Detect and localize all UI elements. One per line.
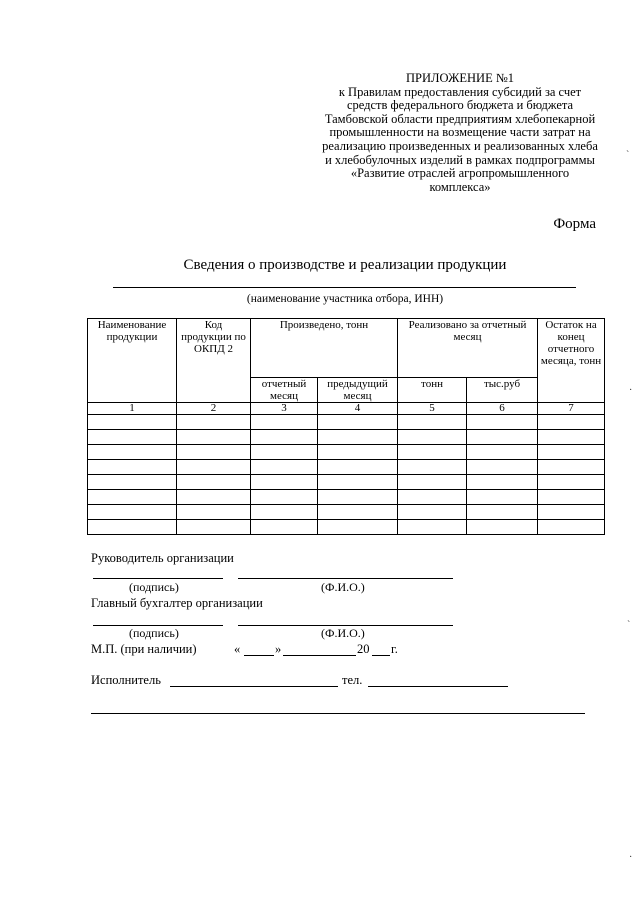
header-product-code: Код продукции по ОКПД 2	[177, 319, 251, 403]
table-cell[interactable]	[467, 430, 538, 445]
margin-mark: ·	[629, 385, 633, 396]
annex-line: Тамбовской области предприятиям хлебопекарной	[324, 111, 596, 126]
table-cell[interactable]	[398, 430, 467, 445]
table-cell[interactable]	[398, 415, 467, 430]
table-cell[interactable]	[251, 460, 318, 475]
table-row	[88, 475, 605, 490]
annex-line: средств федерального бюджета и бюджета	[346, 98, 574, 113]
margin-mark: ·	[629, 852, 633, 863]
executor-label: Исполнитель	[91, 673, 161, 687]
table-cell[interactable]	[177, 475, 251, 490]
table-cell[interactable]	[88, 415, 177, 430]
table-cell[interactable]	[88, 445, 177, 460]
head-label: Руководитель организации	[91, 551, 234, 565]
participant-name-line[interactable]	[113, 287, 576, 288]
table-cell[interactable]	[318, 415, 398, 430]
header-sold: Реализовано за отчетный месяц	[398, 319, 538, 378]
table-cell[interactable]	[538, 460, 605, 475]
table-cell[interactable]	[88, 520, 177, 535]
accountant-fio-caption: (Ф.И.О.)	[321, 626, 365, 640]
table-cell[interactable]	[177, 520, 251, 535]
table-cell[interactable]	[88, 475, 177, 490]
table-cell[interactable]	[538, 505, 605, 520]
annex-line: и хлебобулочных изделий в рамках подпрограммы	[325, 152, 595, 167]
annex-title: ПРИЛОЖЕНИЕ №1	[405, 71, 515, 85]
table-row	[88, 505, 605, 520]
annex-line: «Развитие отраслей агропромышленного	[350, 166, 570, 181]
table-cell[interactable]	[467, 490, 538, 505]
date-year-line[interactable]	[372, 655, 390, 656]
table-cell[interactable]	[88, 430, 177, 445]
table-row	[88, 460, 605, 475]
table-cell[interactable]	[318, 475, 398, 490]
header-sold-tons: тонн	[398, 378, 467, 403]
table-row	[88, 490, 605, 505]
column-numbers-row	[88, 403, 605, 415]
bottom-line	[91, 713, 585, 714]
table-cell[interactable]	[177, 430, 251, 445]
head-fio-caption: (Ф.И.О.)	[321, 580, 365, 594]
table-cell[interactable]	[467, 475, 538, 490]
table-cell[interactable]	[177, 460, 251, 475]
form-label: Форма	[553, 216, 596, 232]
table-cell[interactable]	[467, 460, 538, 475]
phone-label: тел.	[342, 673, 363, 687]
column-number: 2	[177, 403, 251, 415]
date-month-line[interactable]	[283, 655, 356, 656]
header-product-name: Наименование продукции	[88, 319, 177, 403]
table-cell[interactable]	[251, 445, 318, 460]
table-cell[interactable]	[398, 520, 467, 535]
participant-caption: (наименование участника отбора, ИНН)	[246, 293, 444, 305]
phone-line[interactable]	[368, 686, 508, 687]
table-cell[interactable]	[251, 505, 318, 520]
production-table	[87, 318, 605, 535]
table-cell[interactable]	[398, 490, 467, 505]
table-cell[interactable]	[177, 505, 251, 520]
column-number: 7	[538, 403, 605, 415]
table-row	[88, 430, 605, 445]
column-number: 5	[398, 403, 467, 415]
table-cell[interactable]	[467, 520, 538, 535]
table-cell[interactable]	[318, 445, 398, 460]
margin-mark: `	[627, 620, 631, 631]
table-cell[interactable]	[251, 475, 318, 490]
table-cell[interactable]	[538, 415, 605, 430]
date-year-prefix: 20	[357, 642, 370, 656]
stamp-label: М.П. (при наличии)	[91, 642, 197, 656]
header-sold-rub: тыс.руб	[467, 378, 538, 403]
table-cell[interactable]	[177, 415, 251, 430]
table-cell[interactable]	[88, 490, 177, 505]
table-cell[interactable]	[467, 505, 538, 520]
table-cell[interactable]	[318, 430, 398, 445]
date-quote-close: »	[275, 642, 282, 656]
page-title: Сведения о производстве и реализации продукции	[183, 257, 507, 273]
annex-line: к Правилам предоставления субсидий за счет	[338, 84, 582, 99]
table-cell[interactable]	[398, 505, 467, 520]
header-produced: Произведено, тонн	[251, 319, 398, 378]
table-cell[interactable]	[318, 520, 398, 535]
annex-header	[300, 72, 620, 194]
head-fio-line[interactable]	[238, 578, 453, 579]
table-cell[interactable]	[318, 490, 398, 505]
table-cell[interactable]	[398, 445, 467, 460]
header-produced-previous: предыдущий месяц	[318, 378, 398, 403]
table-cell[interactable]	[467, 415, 538, 430]
date-day-line[interactable]	[244, 655, 274, 656]
table-cell[interactable]	[251, 490, 318, 505]
table-cell[interactable]	[251, 520, 318, 535]
table-cell[interactable]	[177, 490, 251, 505]
table-row	[88, 445, 605, 460]
head-signature-caption: (подпись)	[129, 580, 179, 594]
table-cell[interactable]	[88, 505, 177, 520]
table-cell[interactable]	[318, 460, 398, 475]
annex-line: комплекса»	[429, 179, 491, 194]
table-cell[interactable]	[467, 445, 538, 460]
executor-line[interactable]	[170, 686, 338, 687]
accountant-signature-caption: (подпись)	[129, 626, 179, 640]
table-cell[interactable]	[538, 430, 605, 445]
table-cell[interactable]	[251, 415, 318, 430]
accountant-label: Главный бухгалтер организации	[91, 596, 263, 610]
annex-line: реализацию произведенных и реализованных хлеба	[322, 138, 598, 153]
table-cell[interactable]	[177, 445, 251, 460]
header-remainder: Остаток на конец отчетного месяца, тонн	[538, 319, 605, 403]
table-cell[interactable]	[538, 445, 605, 460]
header-produced-current: отчетный месяц	[251, 378, 318, 403]
margin-mark: `	[626, 150, 630, 161]
date-suffix: г.	[391, 642, 398, 656]
head-signature-line[interactable]	[93, 578, 223, 579]
column-number: 3	[251, 403, 318, 415]
table-cell[interactable]	[398, 460, 467, 475]
column-number: 6	[467, 403, 538, 415]
table-cell[interactable]	[398, 475, 467, 490]
column-number: 4	[318, 403, 398, 415]
table-row	[88, 520, 605, 535]
table-cell[interactable]	[251, 430, 318, 445]
column-number: 1	[88, 403, 177, 415]
date-quote-open: «	[234, 642, 241, 656]
table-cell[interactable]	[318, 505, 398, 520]
table-cell[interactable]	[538, 520, 605, 535]
table-cell[interactable]	[538, 490, 605, 505]
table-cell[interactable]	[538, 475, 605, 490]
annex-line: промышленности на возмещение части затрат на	[329, 125, 591, 140]
table-cell[interactable]	[88, 460, 177, 475]
table-row	[88, 415, 605, 430]
